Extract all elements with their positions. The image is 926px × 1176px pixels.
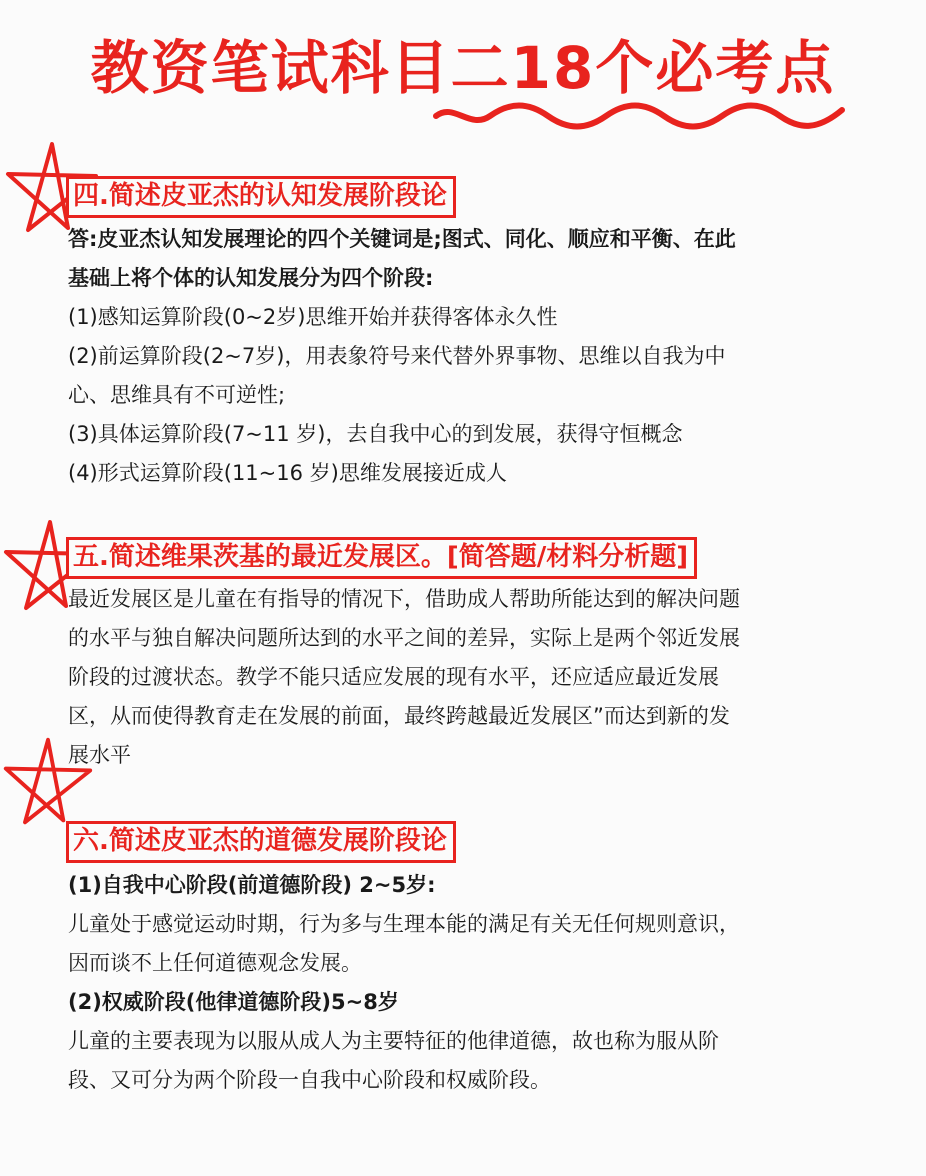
body-line: 最近发展区是儿童在有指导的情况下，借助成人帮助所能达到的解决问题 [68, 587, 740, 611]
section-body [68, 220, 858, 493]
stage-line: (3)具体运算阶段(7~11 岁)，去自我中心的到发展，获得守恒概念 [68, 422, 683, 446]
section-body [68, 866, 858, 1100]
stage-heading: (2)权威阶段(他律道德阶段)5~8岁 [68, 990, 399, 1014]
section-heading: 四.简述皮亚杰的认知发展阶段论 [66, 176, 456, 218]
body-line: 区，从而使得教育走在发展的前面，最终跨越最近发展区”而达到新的发 [68, 704, 730, 728]
section-heading: 五.简述维果茨基的最近发展区。[简答题/材料分析题] [66, 537, 697, 579]
squiggle-underline [432, 100, 848, 134]
section-heading: 六.简述皮亚杰的道德发展阶段论 [66, 821, 456, 863]
stage-line: (1)感知运算阶段(0~2岁)思维开始并获得客体永久性 [68, 305, 558, 329]
stage-line: (2)前运算阶段(2~7岁)，用表象符号来代替外界事物、思维以自我为中 [68, 344, 726, 368]
stage-line: 心、思维具有不可逆性; [68, 383, 286, 407]
body-line: 阶段的过渡状态。教学不能只适应发展的现有水平，还应适应最近发展 [68, 665, 719, 689]
page-title: 教资笔试科目二18个必考点 [90, 34, 836, 102]
stage-heading: (1)自我中心阶段(前道德阶段) 2~5岁: [68, 873, 436, 897]
body-line: 的水平与独自解决问题所达到的水平之间的差异，实际上是两个邻近发展 [68, 626, 740, 650]
body-line: 儿童的主要表现为以服从成人为主要特征的他律道德，故也称为服从阶 [68, 1029, 719, 1053]
stage-line: (4)形式运算阶段(11~16 岁)思维发展接近成人 [68, 461, 507, 485]
body-line: 段、又可分为两个阶段一自我中心阶段和权威阶段。 [68, 1068, 551, 1092]
answer-line: 基础上将个体的认知发展分为四个阶段: [68, 266, 434, 290]
body-line: 展水平 [68, 743, 131, 767]
body-line: 因而谈不上任何道德观念发展。 [68, 951, 362, 975]
section-body [68, 580, 858, 775]
body-line: 儿童处于感觉运动时期，行为多与生理本能的满足有关无任何规则意识， [68, 912, 740, 936]
answer-line: 答:皮亚杰认知发展理论的四个关键词是;图式、同化、顺应和平衡、在此 [68, 227, 736, 251]
